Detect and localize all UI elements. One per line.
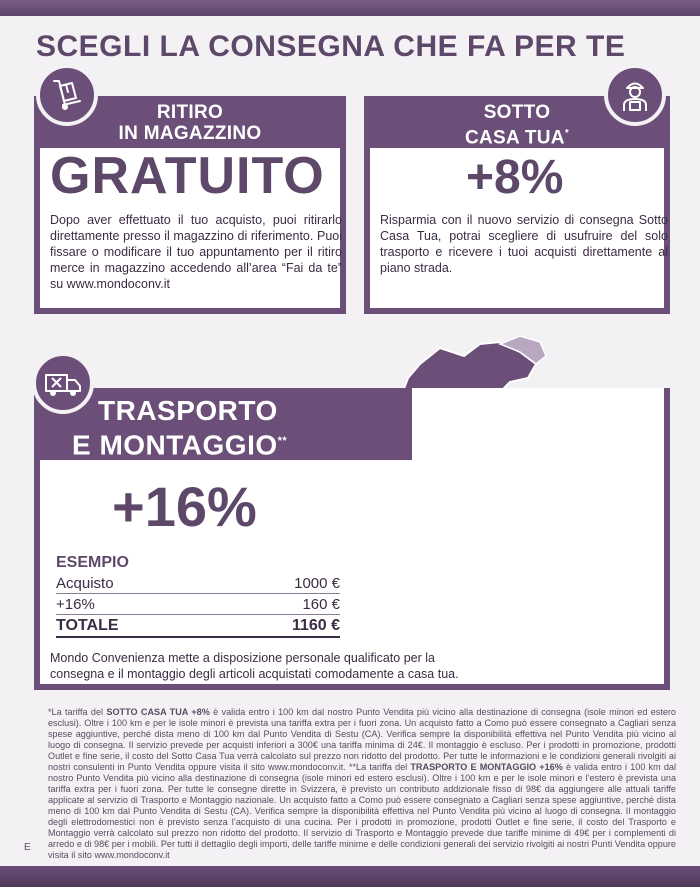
sotto-casa-title-line2: CASA TUA bbox=[464, 127, 565, 149]
example-row-value: 160 € bbox=[302, 596, 340, 613]
trasporto-description: Mondo Convenienza mette a disposizione personale qualificato per la consegna e il montaggio degli articoli acquistati comodamente a casa tua. bbox=[50, 651, 459, 681]
ritiro-card bbox=[34, 96, 346, 314]
example-table bbox=[56, 554, 340, 638]
trasporto-header bbox=[34, 388, 412, 460]
sotto-casa-card bbox=[364, 96, 670, 314]
footnote-bold: TRASPORTO E MONTAGGIO +16% bbox=[410, 762, 563, 772]
example-row-value: 1000 € bbox=[294, 575, 340, 592]
trasporto-title bbox=[72, 395, 288, 461]
example-row-label: Acquisto bbox=[56, 575, 114, 592]
sotto-casa-title-line1: SOTTO bbox=[483, 102, 551, 123]
truck-tools-icon bbox=[32, 352, 94, 414]
example-total-label: TOTALE bbox=[56, 617, 119, 634]
example-row bbox=[56, 573, 340, 594]
sotto-casa-description: Risparmia con il nuovo servizio di consegna Sotto Casa Tua, potrai scegliere di usufruire del solo trasporto e ricevere i tuoi acquisti direttamente al piano strada. bbox=[380, 213, 668, 275]
footnote bbox=[48, 707, 676, 861]
footnote-text: *La tariffa del bbox=[48, 707, 107, 717]
ritiro-title-line1: RITIRO bbox=[156, 102, 224, 123]
hand-truck-icon bbox=[36, 64, 98, 126]
footnote-text: è valida entro i 100 km dal nostro Punto Vendita più vicino alla destinazione di consegna (isole minori ed estero esclusi). Oltre i 100 km e per le isole minori e l’estero è prevista una tariffa extra per i fuori zona. Per tutte le consegne dirette in Svizzera, è previsto un contributo addizionale fisso di 98€ da aggiungere alle attuali tariffe applicate al servizio di Trasporto e Montaggio nazionale. Un acquisto fatto a Como può essere consegnato a Cagliari senza spese aggiuntive, perché dista meno di 100 km dal Punto Vendita di Sestu (CA). Verifica sempre la disponibilità effettiva nel Punto Vendita più vicino al luogo di consegna. Il montaggio degli elettrodomestici non è previsto senza l’acquisto di una cucina. Per i prodotti in promozione, prodotti Outlet e fine serie, il costo del Trasporto e Montaggio verrà calcolato sul prezzo non ridotto del prodotto. Il servizio di Trasporto e Montaggio prevede due tariffe minime di 49€ per i complementi di arredo e di 98€ per i mobili. Per tutti il dettaglio degli importi, delle tariffe minime e delle condizioni generali dei servizio rivolgiti ai nostri Punti Vendita oppure visita il sito www.mondoconv.it bbox=[48, 762, 676, 860]
trasporto-card bbox=[34, 388, 670, 690]
example-total-row bbox=[56, 615, 340, 638]
trasporto-title-line1: TRASPORTO bbox=[98, 395, 278, 426]
ritiro-title-line2: IN MAGAZZINO bbox=[118, 123, 262, 144]
ritiro-price: GRATUITO bbox=[50, 147, 325, 205]
ritiro-description: Dopo aver effettuato il tuo acquisto, puoi ritirarlo direttamente presso il magazzino di riferimento. Puoi fissare o modificare il tuo appuntamento per il ritiro merce in magazzino accedendo all’area “Fai da te” su www.mondoconv.it bbox=[50, 213, 342, 291]
bottom-stripe bbox=[0, 866, 700, 887]
example-total-value: 1160 € bbox=[291, 617, 340, 634]
sotto-casa-title-mark: * bbox=[564, 128, 570, 139]
delivery-person-icon bbox=[604, 64, 666, 126]
trasporto-title-mark: ** bbox=[277, 435, 288, 447]
footnote-text: è valida entro i 100 km dal nostro Punto Vendita più vicino alla destinazione di consegna (isole minori ed estero esclusi). Oltre i 100 km e per le isole minori è prevista una tariffa extra per i fuori zona. Un acquisto fatto a Como può essere consegnato a Cagliari senza spese aggiuntive, perché dista meno di 100 km dal Punto Vendita di Sestu (CA). Verifica sempre la disponibilità effettiva nel Punto Vendita più vicino al luogo di consegna. Il servizio prevede per acquisti inferiori a 300€ una tariffa minima di 24€. Il montaggio è escluso. Per i prodotti in promozione, prodotti Outlet e fine serie, il costo del Sotto Casa Tua verrà calcolato sul prezzo non ridotto del prodotto. Per tutte le informazioni e le condizioni generali rivolgiti ai nostri consulenti in Punto Vendita oppure visita il sito www.mondoconv.it. **La tariffa del bbox=[48, 707, 676, 772]
example-title: ESEMPIO bbox=[56, 554, 129, 571]
top-stripe bbox=[0, 0, 700, 16]
trasporto-title-line2: E MONTAGGIO bbox=[72, 429, 278, 461]
sotto-casa-price: +8% bbox=[466, 151, 564, 204]
example-row-label: +16% bbox=[56, 596, 95, 613]
trasporto-price: +16% bbox=[112, 475, 257, 538]
footnote-bold: SOTTO CASA TUA +8% bbox=[106, 707, 210, 717]
example-row bbox=[56, 594, 340, 615]
page-title: SCEGLI LA CONSEGNA CHE FA PER TE bbox=[36, 30, 626, 63]
page-letter: E bbox=[24, 842, 31, 853]
